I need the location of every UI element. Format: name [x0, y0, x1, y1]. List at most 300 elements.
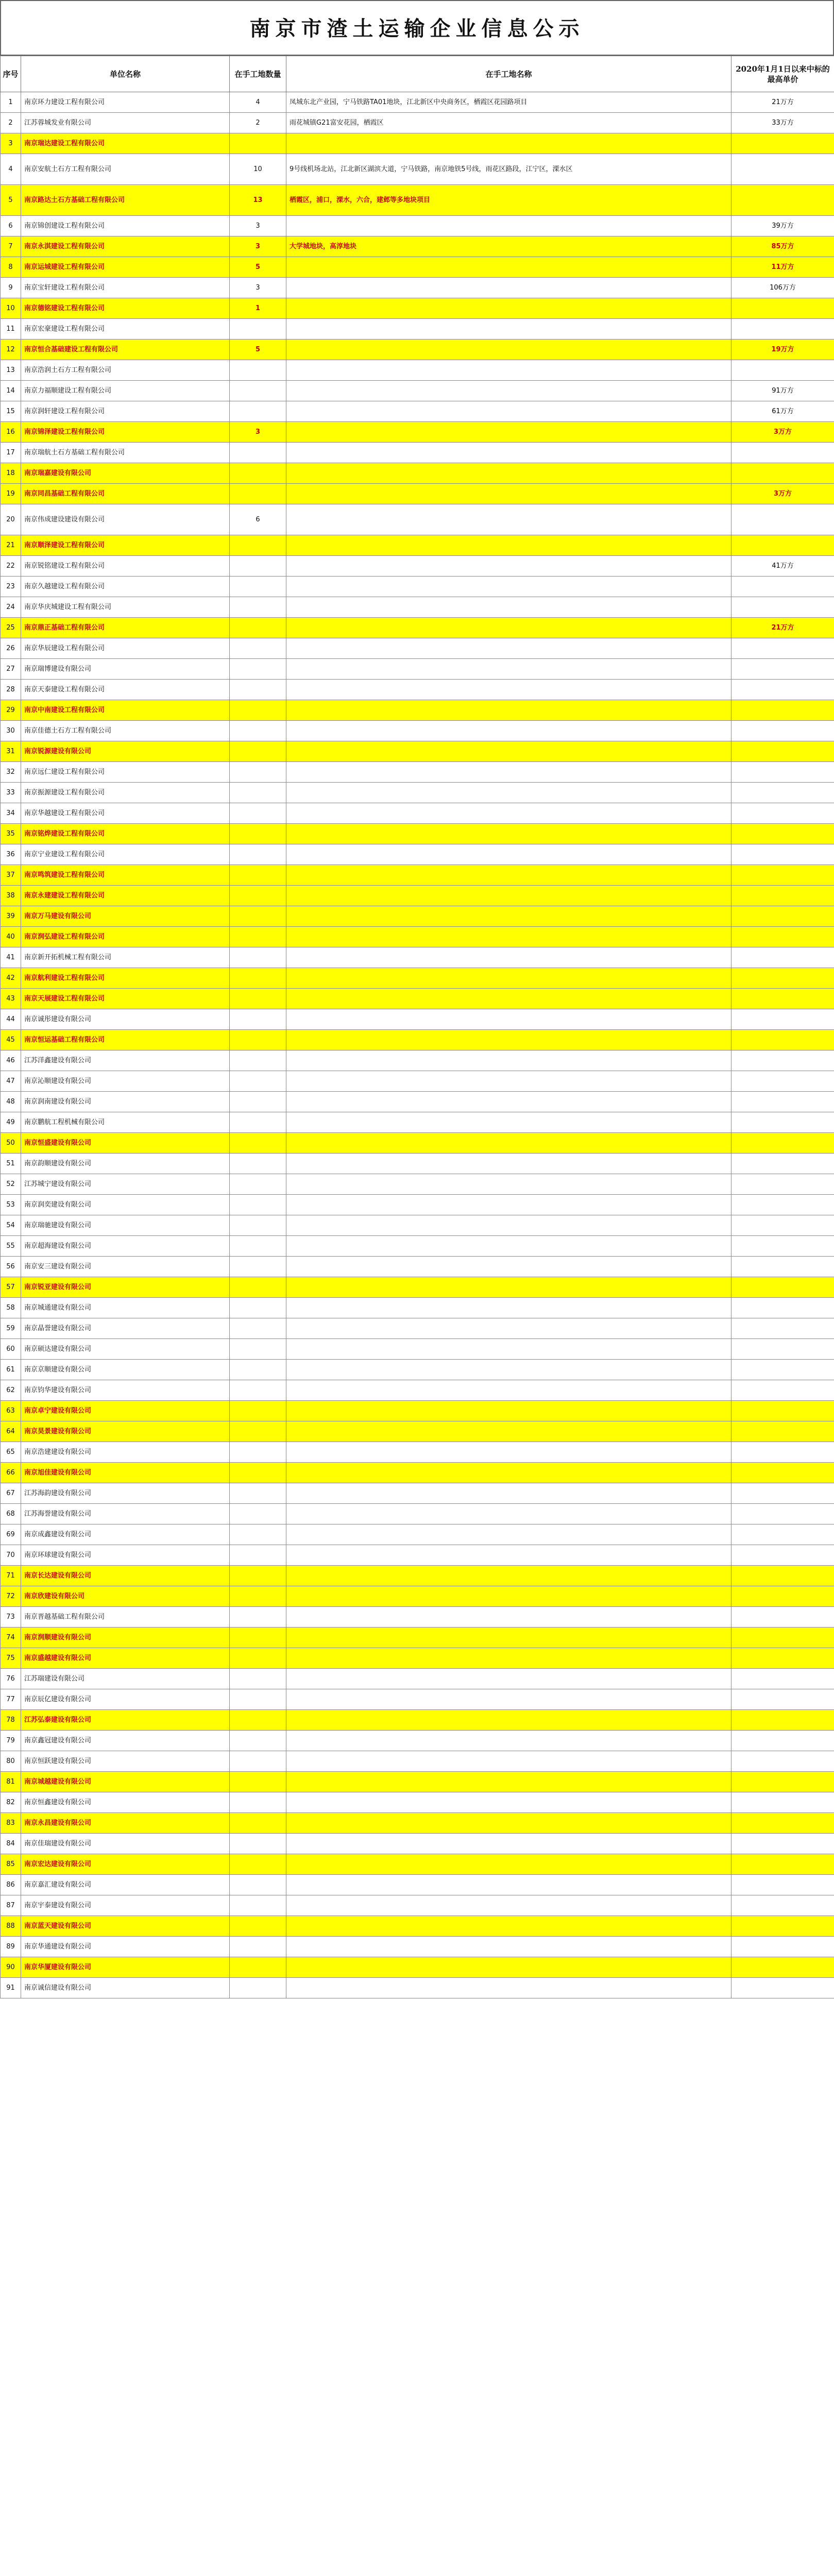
company-name: 南京顺泽建设工程有限公司 [21, 535, 230, 556]
site-count [230, 1318, 286, 1339]
site-count [230, 1957, 286, 1978]
company-name: 南京瑞嘉建设有限公司 [21, 463, 230, 484]
table-row [1, 597, 834, 618]
site-names [286, 1504, 731, 1524]
site-names [286, 1030, 731, 1050]
unit-price: 41万方 [731, 556, 834, 577]
company-name: 南京宇泰建设有限公司 [21, 1895, 230, 1916]
site-count: 3 [230, 422, 286, 443]
row-number: 61 [1, 1360, 21, 1380]
company-name: 南京恒合基础建设工程有限公司 [21, 340, 230, 360]
site-count [230, 721, 286, 741]
site-count [230, 1875, 286, 1895]
site-count [230, 659, 286, 680]
site-count [230, 597, 286, 618]
row-number: 78 [1, 1710, 21, 1731]
unit-price [731, 1380, 834, 1401]
unit-price [731, 1257, 834, 1277]
site-count [230, 803, 286, 824]
site-count: 1 [230, 298, 286, 319]
row-number: 32 [1, 762, 21, 783]
site-names [286, 989, 731, 1009]
company-name: 南京欣建设有限公司 [21, 1586, 230, 1607]
company-name: 南京佳德土石方工程有限公司 [21, 721, 230, 741]
site-count [230, 1421, 286, 1442]
company-name: 南京华厦建设有限公司 [21, 1957, 230, 1978]
site-names [286, 1009, 731, 1030]
table-row [1, 1133, 834, 1154]
site-names [286, 133, 731, 154]
row-number: 48 [1, 1092, 21, 1112]
table-row [1, 216, 834, 236]
row-number: 88 [1, 1916, 21, 1937]
site-names [286, 1689, 731, 1710]
site-count [230, 577, 286, 597]
unit-price [731, 1957, 834, 1978]
table-row [1, 1483, 834, 1504]
site-count: 3 [230, 278, 286, 298]
site-count [230, 886, 286, 906]
row-number: 14 [1, 381, 21, 401]
unit-price [731, 1421, 834, 1442]
table-row [1, 659, 834, 680]
row-number: 65 [1, 1442, 21, 1463]
row-number: 66 [1, 1463, 21, 1483]
company-name: 南京宏达建设有限公司 [21, 1854, 230, 1875]
site-count [230, 1669, 286, 1689]
unit-price [731, 1875, 834, 1895]
row-number: 56 [1, 1257, 21, 1277]
unit-price [731, 638, 834, 659]
company-name: 南京昊景建设有限公司 [21, 1421, 230, 1442]
table-row [1, 1009, 834, 1030]
table-row [1, 257, 834, 278]
site-names [286, 1566, 731, 1586]
table-row [1, 721, 834, 741]
site-count [230, 1380, 286, 1401]
table-row [1, 1421, 834, 1442]
table-row [1, 741, 834, 762]
table-row [1, 1380, 834, 1401]
company-name: 南京中南建设工程有限公司 [21, 700, 230, 721]
table-row [1, 381, 834, 401]
site-count [230, 783, 286, 803]
site-names [286, 1257, 731, 1277]
table-row [1, 906, 834, 927]
site-count [230, 1545, 286, 1566]
site-names [286, 1174, 731, 1195]
site-count [230, 1360, 286, 1380]
site-names [286, 741, 731, 762]
unit-price [731, 1916, 834, 1937]
page-title: 南京市渣土运输企业信息公示 [0, 0, 834, 56]
site-names [286, 906, 731, 927]
site-names [286, 298, 731, 319]
row-number: 62 [1, 1380, 21, 1401]
table-row [1, 360, 834, 381]
site-count [230, 1834, 286, 1854]
row-number: 58 [1, 1298, 21, 1318]
site-count [230, 1813, 286, 1834]
table-row [1, 1545, 834, 1566]
site-names [286, 1895, 731, 1916]
company-name: 南京恒跃建设有限公司 [21, 1751, 230, 1772]
site-count [230, 1566, 286, 1586]
row-number: 39 [1, 906, 21, 927]
row-number: 37 [1, 865, 21, 886]
site-count [230, 1607, 286, 1628]
site-names [286, 504, 731, 535]
unit-price [731, 1298, 834, 1318]
row-number: 45 [1, 1030, 21, 1050]
company-name: 南京德铭建设工程有限公司 [21, 298, 230, 319]
site-names: 大学城地块，高淳地块 [286, 236, 731, 257]
row-number: 60 [1, 1339, 21, 1360]
row-number: 76 [1, 1669, 21, 1689]
site-names [286, 319, 731, 340]
site-names [286, 1937, 731, 1957]
row-number: 63 [1, 1401, 21, 1421]
row-number: 7 [1, 236, 21, 257]
table-row [1, 1339, 834, 1360]
company-name: 南京华庆城建设工程有限公司 [21, 597, 230, 618]
row-number: 84 [1, 1834, 21, 1854]
unit-price [731, 1669, 834, 1689]
table-row [1, 340, 834, 360]
table-row [1, 319, 834, 340]
site-names [286, 340, 731, 360]
site-names [286, 484, 731, 504]
site-names [286, 783, 731, 803]
site-names [286, 844, 731, 865]
row-number: 77 [1, 1689, 21, 1710]
unit-price [731, 947, 834, 968]
table-row [1, 927, 834, 947]
site-names [286, 1195, 731, 1215]
table-row [1, 783, 834, 803]
site-names [286, 700, 731, 721]
company-name: 江苏海誉建设有限公司 [21, 1504, 230, 1524]
site-count [230, 700, 286, 721]
company-name: 南京卓宁建设有限公司 [21, 1401, 230, 1421]
company-name: 南京蓝天建设有限公司 [21, 1916, 230, 1937]
site-count [230, 927, 286, 947]
table-header-row [1, 56, 834, 92]
unit-price: 106万方 [731, 278, 834, 298]
site-names [286, 947, 731, 968]
table-row [1, 824, 834, 844]
site-count [230, 1854, 286, 1875]
site-names [286, 381, 731, 401]
unit-price [731, 133, 834, 154]
table-row [1, 1978, 834, 1998]
unit-price [731, 360, 834, 381]
unit-price: 91万方 [731, 381, 834, 401]
site-count [230, 1751, 286, 1772]
table-row [1, 1792, 834, 1813]
unit-price: 3万方 [731, 484, 834, 504]
company-name: 南京锦创建设工程有限公司 [21, 216, 230, 236]
site-count: 2 [230, 113, 286, 133]
row-number: 22 [1, 556, 21, 577]
site-names [286, 1916, 731, 1937]
company-name: 南京华通建设有限公司 [21, 1937, 230, 1957]
table-row [1, 1092, 834, 1112]
site-count [230, 1524, 286, 1545]
unit-price [731, 1133, 834, 1154]
site-count [230, 535, 286, 556]
site-names [286, 216, 731, 236]
row-number: 71 [1, 1566, 21, 1586]
company-name: 南京成鑫建设有限公司 [21, 1524, 230, 1545]
unit-price [731, 1112, 834, 1133]
table-row [1, 947, 834, 968]
site-count [230, 638, 286, 659]
unit-price [731, 1504, 834, 1524]
site-count [230, 1154, 286, 1174]
table-row [1, 1628, 834, 1648]
site-count [230, 1277, 286, 1298]
site-count: 3 [230, 216, 286, 236]
company-name: 南京永昌建设有限公司 [21, 1813, 230, 1834]
company-name: 南京浩建建设有限公司 [21, 1442, 230, 1463]
row-number: 90 [1, 1957, 21, 1978]
row-number: 91 [1, 1978, 21, 1998]
site-count [230, 319, 286, 340]
row-number: 20 [1, 504, 21, 535]
site-count [230, 618, 286, 638]
row-number: 74 [1, 1628, 21, 1648]
site-count [230, 1195, 286, 1215]
site-count [230, 824, 286, 844]
site-count [230, 906, 286, 927]
company-name: 江苏海韵建设有限公司 [21, 1483, 230, 1504]
site-count: 3 [230, 236, 286, 257]
company-name: 南京华越建设工程有限公司 [21, 803, 230, 824]
table-row [1, 133, 834, 154]
unit-price [731, 1050, 834, 1071]
table-row [1, 1050, 834, 1071]
unit-price [731, 1154, 834, 1174]
company-name: 南京永淇建设工程有限公司 [21, 236, 230, 257]
site-count [230, 1937, 286, 1957]
table-row [1, 1648, 834, 1669]
site-names [286, 1524, 731, 1545]
row-number: 51 [1, 1154, 21, 1174]
row-number: 83 [1, 1813, 21, 1834]
company-name: 南京晋越基础工程有限公司 [21, 1607, 230, 1628]
site-names [286, 1154, 731, 1174]
row-number: 87 [1, 1895, 21, 1916]
company-name: 南京同昌基础工程有限公司 [21, 484, 230, 504]
unit-price [731, 1195, 834, 1215]
site-count: 5 [230, 340, 286, 360]
company-name: 南京华辰建设工程有限公司 [21, 638, 230, 659]
row-number: 67 [1, 1483, 21, 1504]
company-name: 南京远仁建设工程有限公司 [21, 762, 230, 783]
site-names [286, 1380, 731, 1401]
row-number: 49 [1, 1112, 21, 1133]
unit-price [731, 1360, 834, 1380]
row-number: 23 [1, 577, 21, 597]
site-count [230, 741, 286, 762]
unit-price [731, 1009, 834, 1030]
company-name: 南京鼎正基础工程有限公司 [21, 618, 230, 638]
company-name: 南京京顺建设有限公司 [21, 1360, 230, 1380]
site-names [286, 1133, 731, 1154]
row-number: 73 [1, 1607, 21, 1628]
site-names [286, 638, 731, 659]
row-number: 12 [1, 340, 21, 360]
site-count [230, 1442, 286, 1463]
company-name: 南京万马建设有限公司 [21, 906, 230, 927]
site-names [286, 360, 731, 381]
table-row [1, 803, 834, 824]
table-row [1, 1174, 834, 1195]
table-row [1, 886, 834, 906]
site-names [286, 597, 731, 618]
row-number: 53 [1, 1195, 21, 1215]
header-deposit: 2020年1月1日以来中标的最高单价 [731, 56, 834, 92]
site-names [286, 1092, 731, 1112]
company-name: 江苏洋鑫建设有限公司 [21, 1050, 230, 1071]
site-count [230, 463, 286, 484]
site-count: 13 [230, 185, 286, 216]
unit-price [731, 1628, 834, 1648]
company-name: 南京辰亿建设有限公司 [21, 1689, 230, 1710]
site-names [286, 1421, 731, 1442]
site-count [230, 1648, 286, 1669]
table-row [1, 422, 834, 443]
unit-price [731, 1339, 834, 1360]
table-row [1, 154, 834, 185]
row-number: 81 [1, 1772, 21, 1792]
unit-price [731, 1483, 834, 1504]
site-names [286, 1339, 731, 1360]
company-name: 南京韵顺建设有限公司 [21, 1154, 230, 1174]
company-name: 南京长达建设有限公司 [21, 1566, 230, 1586]
row-number: 29 [1, 700, 21, 721]
table-row [1, 463, 834, 484]
unit-price [731, 886, 834, 906]
site-names [286, 1854, 731, 1875]
table-row [1, 1669, 834, 1689]
site-names [286, 1442, 731, 1463]
company-name: 南京环力建设工程有限公司 [21, 92, 230, 113]
row-number: 1 [1, 92, 21, 113]
site-names [286, 1483, 731, 1504]
site-count [230, 1215, 286, 1236]
site-count [230, 762, 286, 783]
site-count [230, 1710, 286, 1731]
site-count [230, 1978, 286, 1998]
table-row [1, 236, 834, 257]
row-number: 82 [1, 1792, 21, 1813]
table-body [1, 92, 834, 1998]
site-count [230, 1112, 286, 1133]
table-row [1, 185, 834, 216]
unit-price [731, 906, 834, 927]
row-number: 36 [1, 844, 21, 865]
site-names [286, 1401, 731, 1421]
site-count [230, 1298, 286, 1318]
site-count [230, 844, 286, 865]
site-count [230, 401, 286, 422]
site-count: 4 [230, 92, 286, 113]
company-name: 南京锐铭建设工程有限公司 [21, 556, 230, 577]
unit-price [731, 535, 834, 556]
unit-price [731, 1607, 834, 1628]
company-name: 南京润弘建设工程有限公司 [21, 927, 230, 947]
table-row [1, 1834, 834, 1854]
row-number: 19 [1, 484, 21, 504]
company-name: 南京天展建设工程有限公司 [21, 989, 230, 1009]
company-name: 南京城通建设有限公司 [21, 1298, 230, 1318]
unit-price: 33万方 [731, 113, 834, 133]
site-names [286, 278, 731, 298]
site-count [230, 1689, 286, 1710]
company-name: 南京锐源建设有限公司 [21, 741, 230, 762]
row-number: 35 [1, 824, 21, 844]
company-name: 南京锐亚建设有限公司 [21, 1277, 230, 1298]
company-name: 南京浩润土石方工程有限公司 [21, 360, 230, 381]
company-name: 南京旭佳建设有限公司 [21, 1463, 230, 1483]
row-number: 79 [1, 1731, 21, 1751]
site-names [286, 1772, 731, 1792]
row-number: 46 [1, 1050, 21, 1071]
row-number: 16 [1, 422, 21, 443]
company-name: 南京晶誉建设有限公司 [21, 1318, 230, 1339]
company-name: 南京诚信建设有限公司 [21, 1978, 230, 1998]
row-number: 38 [1, 886, 21, 906]
company-name: 南京诚彤建设有限公司 [21, 1009, 230, 1030]
table-row [1, 1298, 834, 1318]
company-name: 江苏蓉城发业有限公司 [21, 113, 230, 133]
unit-price [731, 1030, 834, 1050]
site-count [230, 1009, 286, 1030]
unit-price [731, 1524, 834, 1545]
table-row [1, 1751, 834, 1772]
unit-price [731, 443, 834, 463]
unit-price [731, 844, 834, 865]
table-row [1, 844, 834, 865]
table-row [1, 1854, 834, 1875]
table-row [1, 1071, 834, 1092]
table-row [1, 1195, 834, 1215]
unit-price [731, 1854, 834, 1875]
company-name: 南京瑞达建设工程有限公司 [21, 133, 230, 154]
table-row [1, 1710, 834, 1731]
unit-price [731, 1648, 834, 1669]
site-names [286, 1112, 731, 1133]
header-sites: 在手工地名称 [286, 56, 731, 92]
unit-price [731, 1092, 834, 1112]
site-count [230, 381, 286, 401]
unit-price [731, 504, 834, 535]
unit-price: 21万方 [731, 618, 834, 638]
site-names [286, 1648, 731, 1669]
company-name: 江苏城宁建设有限公司 [21, 1174, 230, 1195]
unit-price [731, 1545, 834, 1566]
unit-price [731, 185, 834, 216]
unit-price [731, 1978, 834, 1998]
table-row [1, 1442, 834, 1463]
row-number: 86 [1, 1875, 21, 1895]
unit-price: 3万方 [731, 422, 834, 443]
table-row [1, 1937, 834, 1957]
site-count [230, 1092, 286, 1112]
unit-price [731, 659, 834, 680]
